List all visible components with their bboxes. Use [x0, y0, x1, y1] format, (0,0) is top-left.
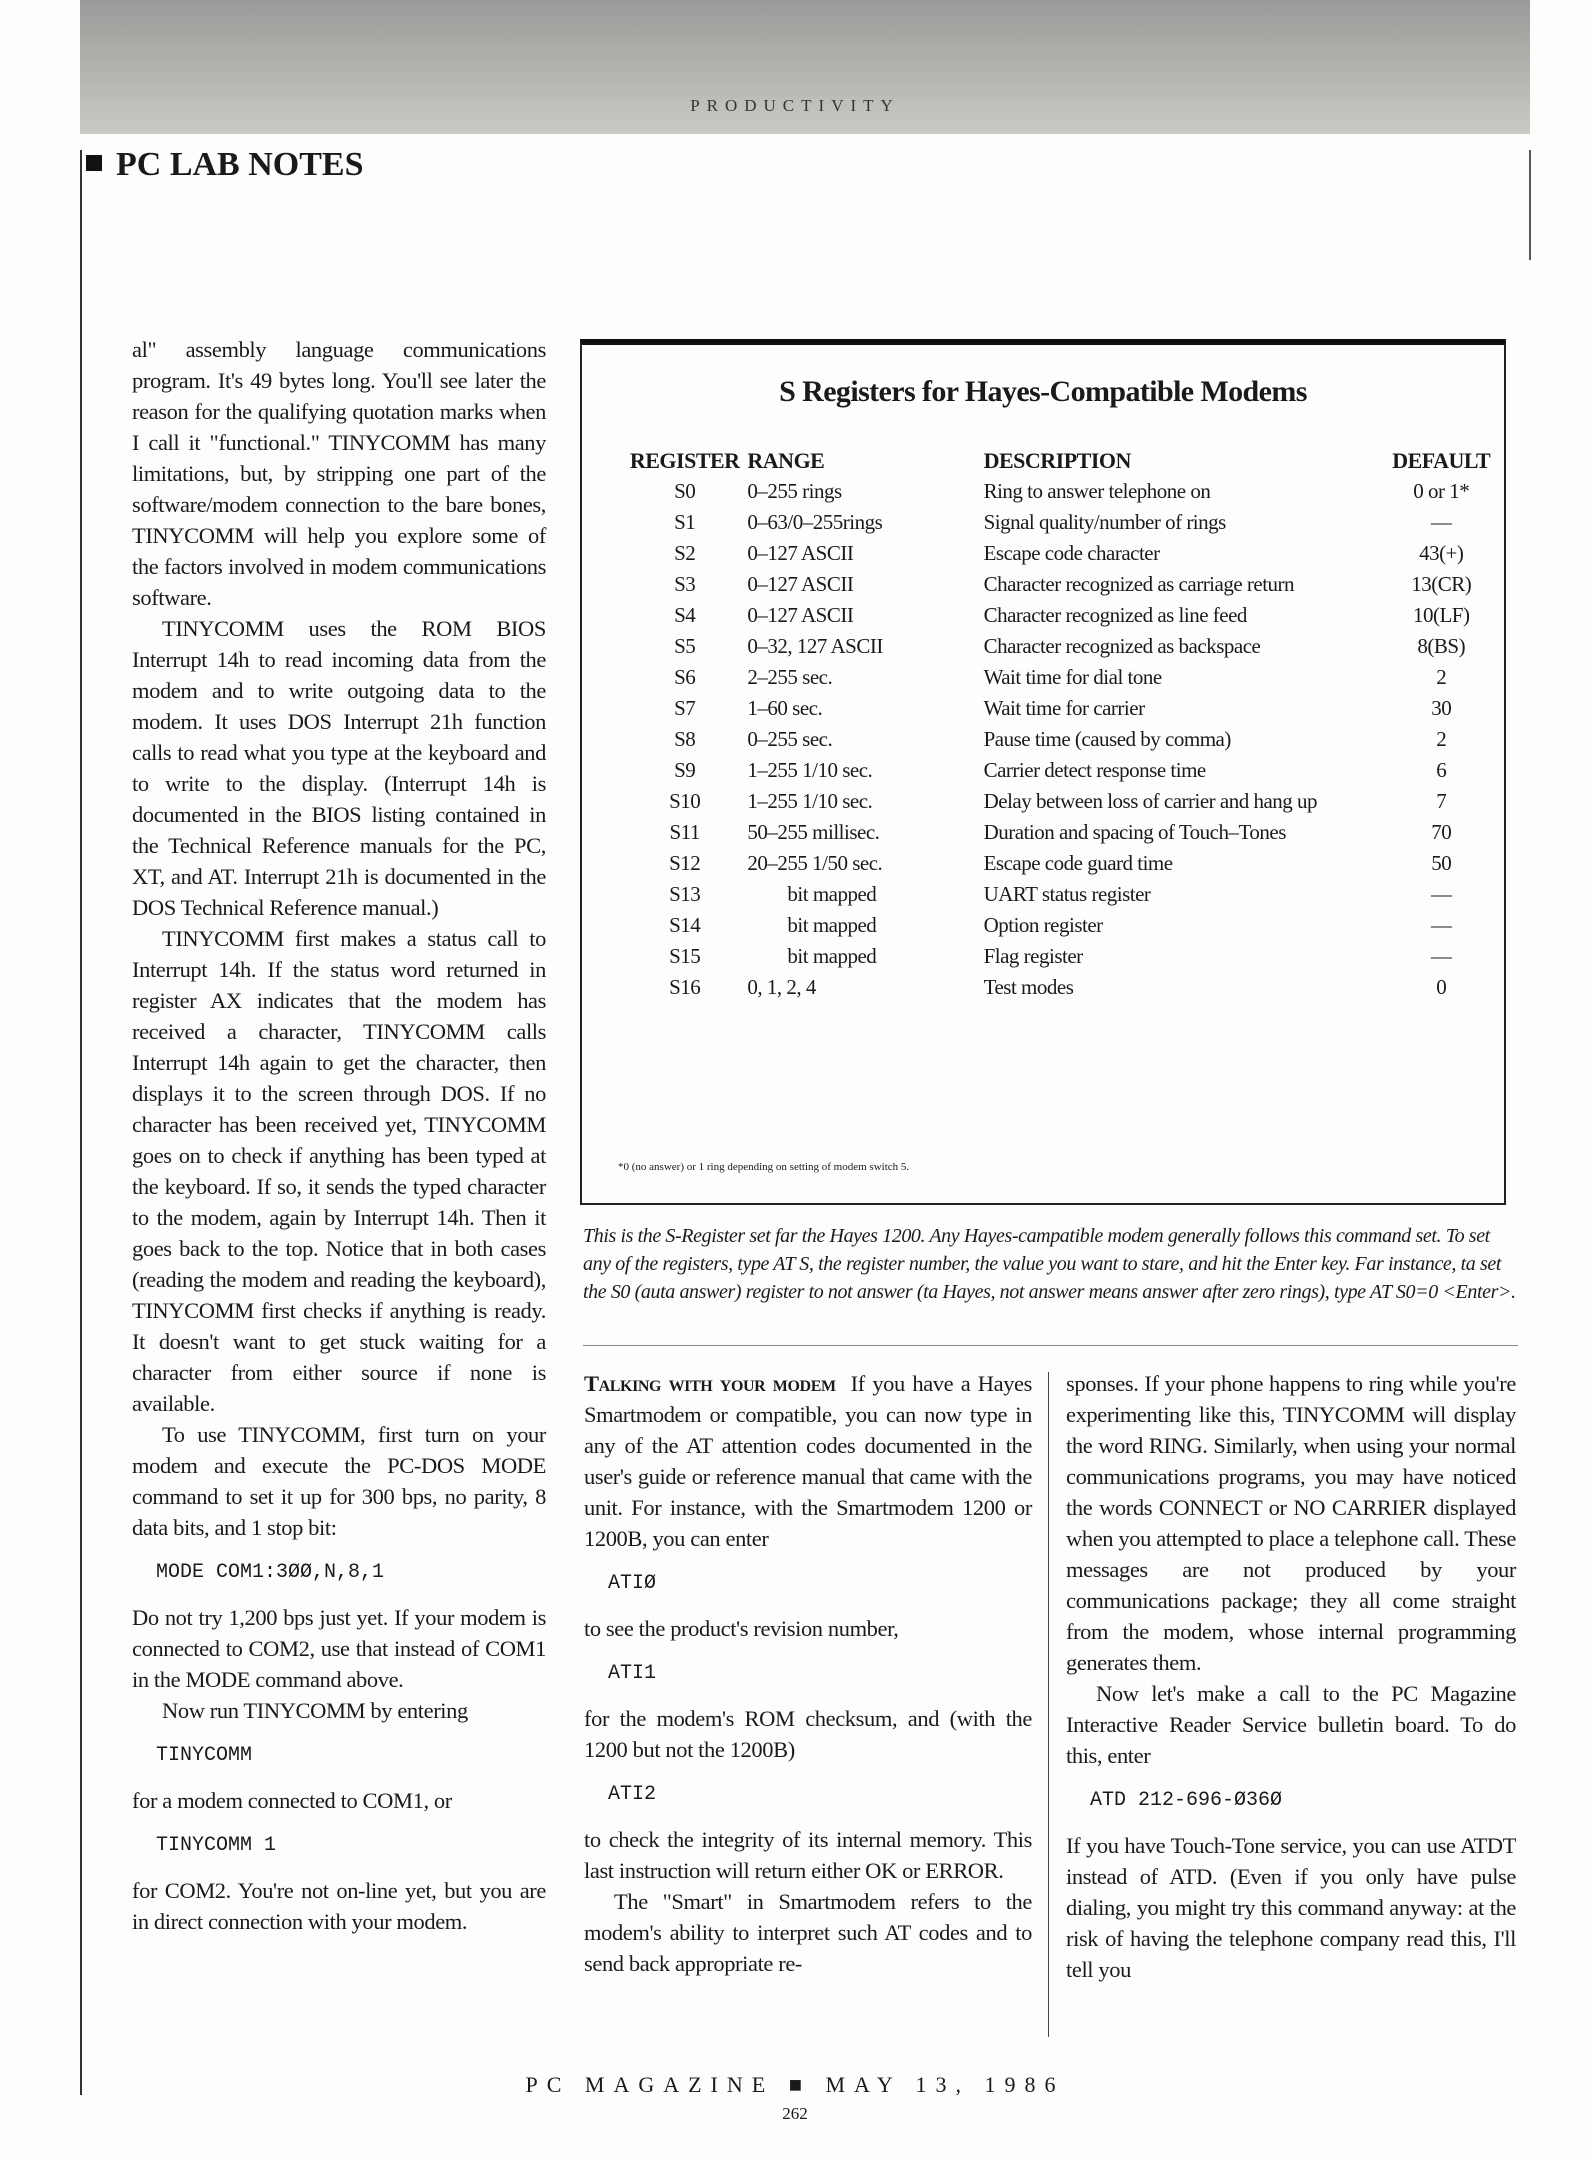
table-row: [622, 941, 1504, 972]
left-column: [132, 334, 546, 1937]
table-row: [622, 507, 1504, 538]
cell-range: bit mapped: [787, 944, 877, 968]
page-footer: PC MAGAZINE ■ MAY 13, 1986: [525, 2072, 1065, 2097]
code-line: TINYCOMM: [156, 1744, 253, 1767]
bullet-square-icon: [86, 155, 102, 171]
paragraph: al" assembly language communications program. It's 49 bytes long. You'll see later the reason for the qualifying quotation marks when I call it "functional." TINYCOMM has many limitations, but, by stripping one part of the software/modem connection to the bare bones, TINYCOMM will help you explore some of the factors involved in modem communications software.: [132, 337, 546, 610]
cell-default: 0 or 1*: [1413, 479, 1470, 503]
cell-range: 20–255 1/50 sec.: [747, 851, 883, 875]
table-row: [622, 600, 1504, 631]
paragraph: to check the integrity of its internal memory. This last instruction will return either OK or ERROR.: [584, 1827, 1032, 1883]
caption-rule: [583, 1345, 1518, 1346]
cell-description: Option register: [983, 913, 1103, 937]
cell-range: 0–255 sec.: [747, 727, 833, 751]
s-register-table-box: [580, 339, 1506, 1205]
cell-default: 50: [1431, 851, 1452, 875]
column-rule-right: [1529, 150, 1531, 260]
cell-range: 0–127 ASCII: [747, 572, 854, 596]
cell-register: S3: [674, 572, 696, 596]
s-register-table: [622, 445, 1504, 1003]
cell-range: 2–255 sec.: [747, 665, 833, 689]
cell-description: Duration and spacing of Touch–Tones: [983, 820, 1286, 844]
cell-description: Pause time (caused by comma): [983, 727, 1231, 751]
cell-default: —: [1430, 882, 1452, 906]
code-line: ATI1: [608, 1662, 657, 1685]
cell-default: 7: [1436, 789, 1447, 813]
cell-register: S5: [674, 634, 696, 658]
table-row: [622, 476, 1504, 507]
table-row: [622, 755, 1504, 786]
cell-default: 70: [1431, 820, 1452, 844]
cell-default: —: [1430, 913, 1452, 937]
table-row: [622, 662, 1504, 693]
cell-description: Carrier detect response time: [983, 758, 1206, 782]
cell-register: S8: [674, 727, 696, 751]
cell-register: S13: [669, 882, 701, 906]
cell-register: S1: [674, 510, 696, 534]
header-register: REGISTER: [629, 448, 740, 473]
cell-default: 13(CR): [1411, 572, 1472, 596]
paragraph: If you have a Hayes Smartmodem or compatible, you can now type in any of the AT attention codes documented in the user's guide or reference manual that came with the unit. For instance, with the Smartmodem 1200 or 1200B, you can enter: [584, 1371, 1033, 1551]
cell-description: Character recognized as carriage return: [983, 572, 1295, 596]
cell-register: S15: [669, 944, 701, 968]
section-title-text: PC LAB NOTES: [116, 146, 364, 183]
paragraph: for COM2. You're not on-line yet, but you are in direct connection with your modem.: [132, 1878, 546, 1934]
middle-column: [584, 1368, 1032, 1979]
paragraph: Now let's make a call to the PC Magazine Interactive Reader Service bulletin board. To do this, enter: [1066, 1681, 1516, 1768]
table-row: [622, 786, 1504, 817]
cell-register: S11: [669, 820, 700, 844]
column-divider: [1048, 1372, 1049, 2037]
cell-description: Test modes: [983, 975, 1074, 999]
cell-range: 0–127 ASCII: [747, 541, 854, 565]
header-description: DESCRIPTION: [983, 448, 1131, 473]
cell-register: S6: [674, 665, 696, 689]
table-title: S Registers for Hayes-Compatible Modems: [779, 375, 1307, 408]
cell-range: bit mapped: [787, 913, 877, 937]
cell-range: bit mapped: [787, 882, 877, 906]
code-line: TINYCOMM 1: [156, 1834, 277, 1857]
cell-range: 0–255 rings: [747, 479, 842, 503]
cell-range: 0–32, 127 ASCII: [747, 634, 883, 658]
cell-default: 2: [1436, 665, 1447, 689]
paragraph: Do not try 1,200 bps just yet. If your modem is connected to COM2, use that instead of COM1 in the MODE command above.: [132, 1605, 546, 1692]
cell-description: Delay between loss of carrier and hang up: [983, 789, 1318, 813]
cell-range: 1–255 1/10 sec.: [747, 758, 873, 782]
cell-register: S10: [669, 789, 701, 813]
cell-default: 0: [1436, 975, 1447, 999]
paragraph: If you have Touch-Tone service, you can use ATDT instead of ATD. (Even if you only have pulse dialing, you might try this command anyway: at the risk of having the telephone company read this, I'll tell you: [1066, 1833, 1516, 1982]
cell-default: 2: [1436, 727, 1447, 751]
cell-description: Escape code character: [983, 541, 1160, 565]
table-row: [622, 972, 1504, 1003]
cell-default: 8(BS): [1417, 634, 1466, 658]
cell-description: Signal quality/number of rings: [983, 510, 1226, 534]
table-row: [622, 538, 1504, 569]
paragraph: sponses. If your phone happens to ring while you're experimenting like this, TINYCOMM will display the word RING. Similarly, when using your normal communications programs, you may have noticed the words CONNECT or NO CARRIER displayed when you attempted to place a telephone call. These messages are not produced by your communications package; they all come straight from the modem, whose internal programming generates them.: [1066, 1371, 1516, 1675]
table-header-row: [622, 445, 1504, 476]
header-default: DEFAULT: [1392, 448, 1491, 473]
paragraph: to see the product's revision number,: [584, 1616, 899, 1641]
paragraph: The "Smart" in Smartmodem refers to the modem's ability to interpret such AT codes and to send back appropriate re-: [584, 1889, 1032, 1976]
table-row: [622, 724, 1504, 755]
cell-register: S16: [669, 975, 701, 999]
cell-register: S14: [669, 913, 701, 937]
table-row: [622, 569, 1504, 600]
section-title: [86, 146, 364, 184]
paragraph: To use TINYCOMM, first turn on your modem and execute the PC-DOS MODE command to set it up for 300 bps, no parity, 8 data bits, and 1 stop bit:: [132, 1422, 546, 1540]
code-line: ATD 212-696-Ø36Ø: [1090, 1789, 1283, 1812]
cell-default: —: [1430, 944, 1452, 968]
page-number: 262: [782, 2104, 808, 2123]
code-line: ATIØ: [608, 1572, 657, 1595]
paragraph: Now run TINYCOMM by entering: [162, 1698, 468, 1723]
table-row: [622, 817, 1504, 848]
cell-description: Escape code guard time: [983, 851, 1173, 875]
table-row: [622, 879, 1504, 910]
table-caption: This is the S-Register set far the Hayes 1200. Any Hayes-campatible modem generally follows this command set. To set any of the registers, type AT S, the register number, the value you want to stare, and hit the Enter key. Far instance, ta set the S0 (auta answer) register to not answer (ta Hayes, not answer means answer after zero rings), type AT S0=0 <Enter>.: [583, 1225, 1516, 1303]
paragraph: TINYCOMM first makes a status call to Interrupt 14h. If the status word returned in register AX indicates that the modem has received a character, TINYCOMM calls Interrupt 14h again to get the character, then displays it to the screen through DOS. If no character has been received yet, TINYCOMM goes on to check if anything has been typed at the keyboard. If so, it sends the typed character to the modem, again by Interrupt 14h. Then it goes back to the top. Notice that in both cases (reading the modem and reading the keyboard), TINYCOMM first checks if anything is ready. It doesn't want to get stuck waiting for a character from either source if none is available.: [132, 926, 546, 1416]
cell-register: S9: [674, 758, 696, 782]
cell-range: 1–255 1/10 sec.: [747, 789, 873, 813]
cell-description: Wait time for dial tone: [983, 665, 1162, 689]
cell-register: S4: [674, 603, 696, 627]
cell-default: —: [1430, 510, 1452, 534]
cell-default: 6: [1436, 758, 1447, 782]
header-range: RANGE: [747, 448, 825, 473]
cell-range: 50–255 millisec.: [747, 820, 880, 844]
table-footnote: *0 (no answer) or 1 ring depending on setting of modem switch 5.: [618, 1161, 910, 1173]
cell-description: Wait time for carrier: [983, 696, 1145, 720]
table-row: [622, 693, 1504, 724]
cell-register: S2: [674, 541, 696, 565]
cell-default: 10(LF): [1412, 603, 1470, 627]
paragraph: TINYCOMM uses the ROM BIOS Interrupt 14h to read incoming data from the modem and to write outgoing data to the modem. It uses DOS Interrupt 21h function calls to read what you type at the keyboard and to write to the display. (Interrupt 14h is documented in the BIOS listing contained in the Technical Reference manuals for the PC, XT, and AT. Interrupt 21h is documented in the DOS Technical Reference manual.): [132, 616, 546, 920]
subhead: Talking with your modem: [584, 1371, 836, 1396]
code-line: ATI2: [608, 1783, 657, 1806]
cell-description: Flag register: [983, 944, 1083, 968]
right-column: [1066, 1368, 1516, 1985]
cell-register: S12: [669, 851, 701, 875]
cell-default: 43(+): [1419, 541, 1464, 565]
cell-range: 0–127 ASCII: [747, 603, 854, 627]
cell-description: Ring to answer telephone on: [983, 479, 1211, 503]
column-rule: [80, 150, 82, 2095]
table-row: [622, 910, 1504, 941]
cell-description: UART status register: [983, 882, 1151, 906]
paragraph: for a modem connected to COM1, or: [132, 1788, 452, 1813]
cell-range: 0, 1, 2, 4: [747, 975, 816, 999]
cell-description: Character recognized as line feed: [983, 603, 1247, 627]
cell-default: 30: [1431, 696, 1452, 720]
table-row: [622, 631, 1504, 662]
section-kicker: PRODUCTIVITY: [690, 96, 900, 115]
cell-range: 1–60 sec.: [747, 696, 823, 720]
cell-description: Character recognized as backspace: [983, 634, 1261, 658]
cell-range: 0–63/0–255rings: [747, 510, 883, 534]
table-row: [622, 848, 1504, 879]
code-line: MODE COM1:3ØØ,N,8,1: [156, 1561, 385, 1584]
cell-register: S7: [674, 696, 696, 720]
paragraph: for the modem's ROM checksum, and (with the 1200 but not the 1200B): [584, 1706, 1032, 1762]
cell-register: S0: [674, 479, 696, 503]
